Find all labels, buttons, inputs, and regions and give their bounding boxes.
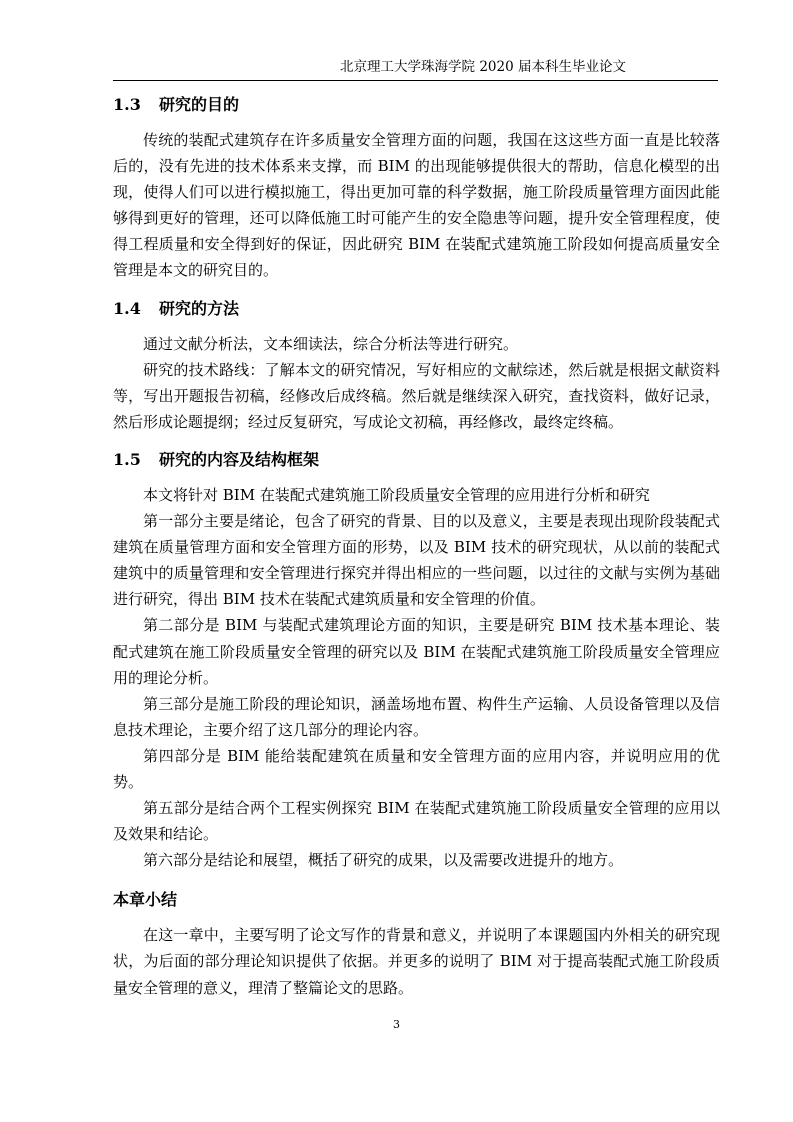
section-number: 1.5: [113, 449, 141, 469]
paragraph: 第四部分是 BIM 能给装配建筑在质量和安全管理方面的应用内容，并说明应用的优势。: [113, 746, 720, 791]
paragraph: 传统的装配式建筑存在许多质量安全管理方面的问题，我国在这这些方面一直是比较落后的，没有先进的技术体系来支撑，而 BIM 的出现能够提供很大的帮助，信息化模型的出现，使得人们可以进行模拟施工，得出更加可靠的科学数据，施工阶段质量管理方面因此能够得到更好的管理，还可以降低施工时可能产生的安全隐患等问题，提升安全管理程度，使得工程质量和安全得到好的保证，因此研究 BIM 在装配式建筑施工阶段如何提高质量安全管理是本文的研究目的。: [113, 131, 720, 280]
header-title: 北京理工大学珠海学院 2020 届本科生毕业论文: [340, 59, 626, 75]
paragraph: 第二部分是 BIM 与装配式建筑理论方面的知识，主要是研究 BIM 技术基本理论、装配式建筑在施工阶段质量安全管理的研究以及 BIM 在装配式建筑施工阶段质量安全管理应用的理论分析。: [113, 616, 720, 687]
paragraph: 第六部分是结论和展望，概括了研究的成果，以及需要改进提升的地方。: [143, 851, 624, 870]
paragraph: 研究的技术路线：了解本文的研究情况，写好相应的文献综述，然后就是根据文献资料等，写出开题报告初稿，经修改后成终稿。然后就是继续深入研究，查找资料，做好记录，然后形成论题提纲；经过反复研究，写成论文初稿，再经修改，最终定终稿。: [113, 360, 720, 431]
section-number: 1.4: [113, 298, 141, 318]
section-heading-1-5: [113, 441, 720, 479]
section-title: 研究的内容及结构框架: [159, 449, 320, 469]
section-title: 研究的目的: [159, 95, 240, 114]
paragraph: 第五部分是结合两个工程实例探究 BIM 在装配式建筑施工阶段质量安全管理的应用以及效果和结论。: [113, 799, 720, 844]
section-title: 研究的方法: [159, 298, 240, 318]
paragraph: 第三部分是施工阶段的理论知识，涵盖场地布置、构件生产运输、人员设备管理以及信息技术理论，主要介绍了这几部分的理论内容。: [113, 694, 720, 739]
section-number: 1.3: [113, 95, 141, 114]
paragraph: 在这一章中，主要写明了论文写作的背景和意义，并说明了本课题国内外相关的研究现状，为后面的部分理论知识提供了依据。并更多的说明了 BIM 对于提高装配式施工阶段质量安全管理的意义，理清了整篇论文的思路。: [113, 926, 720, 997]
section-title: 本章小结: [113, 890, 178, 910]
section-body-1-4: [113, 331, 720, 435]
page-body: [113, 86, 720, 1001]
paragraph: 第一部分主要是绪论，包含了研究的背景、目的以及意义，主要是表现出现阶段装配式建筑在质量管理方面和安全管理方面的形势，以及 BIM 技术的研究现状，从以前的装配式建筑中的质量管理和安全管理进行探究并得出相应的一些问题，以过往的文献与实例为基础进行研究，得出 BIM 技术在装配式建筑质量和安全管理的价值。: [113, 512, 720, 609]
paragraph: 本文将针对 BIM 在装配式建筑施工阶段质量安全管理的应用进行分析和研究: [143, 485, 650, 504]
section-body-1-3: [113, 127, 720, 284]
section-body-1-5: [113, 482, 720, 873]
paragraph: 通过文献分析法，文本细读法，综合分析法等进行研究。: [143, 334, 519, 353]
page-header: [113, 48, 718, 81]
section-body-summary: [113, 922, 720, 1000]
section-heading-summary: [113, 881, 720, 919]
section-heading-1-3: [113, 86, 720, 124]
page-number: 3: [393, 1018, 400, 1031]
section-heading-1-4: [113, 290, 720, 328]
